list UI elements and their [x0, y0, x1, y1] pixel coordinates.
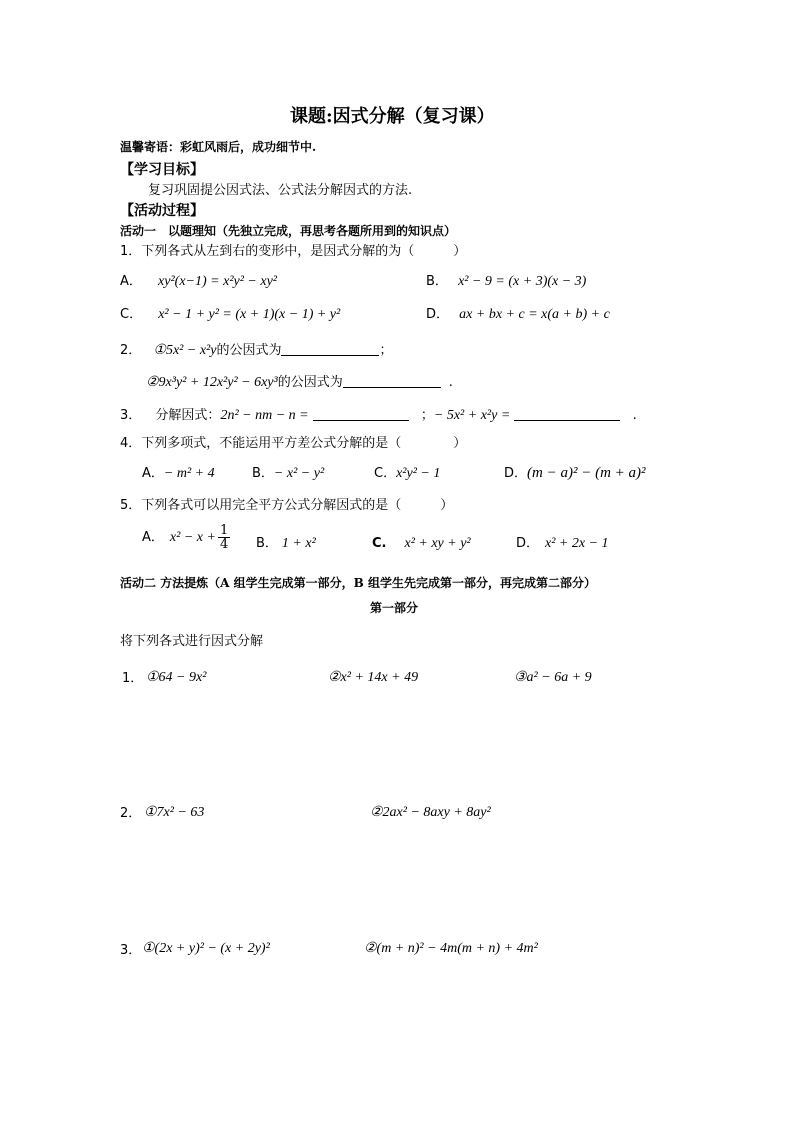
q5-option-a-expr: x² − x +: [169, 530, 216, 545]
q2-expr2: ②9x³y² + 12x²y² − 6xy³: [146, 375, 278, 390]
motto-text: 温馨寄语：彩虹风雨后，成功细节中.: [120, 140, 317, 154]
ex1-expr-1: ①64 − 9x²: [146, 670, 207, 685]
q4-option-d-label: D．: [504, 466, 528, 481]
ex3-number: 3．: [120, 943, 142, 958]
q4-option-a: [142, 466, 215, 483]
ex2-expr-2: ②2ax² − 8axy + 8ay²: [370, 805, 491, 820]
q1-option-b: [426, 274, 586, 291]
instruction-text: 将下列各式进行因式分解: [120, 634, 264, 649]
q5-option-c: [372, 536, 471, 553]
q1-option-b-expr: x² − 9 = (x + 3)(x − 3): [458, 274, 587, 289]
q5-option-d-expr: x² + 2x − 1: [545, 536, 609, 551]
q3-end: .: [632, 408, 637, 423]
q2-label2: 的公因式为: [277, 375, 343, 390]
ex2-number: 2．: [120, 806, 142, 821]
q3-separator: ；: [420, 408, 434, 423]
q3-label: 分解因式：: [155, 408, 221, 423]
q1-option-a-expr: xy²(x−1) = x²y² − xy²: [158, 274, 277, 289]
q5-option-c-expr: x² + xy + y²: [404, 536, 471, 551]
fraction-denominator: 4: [219, 537, 229, 552]
q1-option-b-label: B．: [426, 274, 448, 289]
q4-stem: 4．下列多项式，不能运用平方差公式分解的是（ ）: [120, 436, 467, 451]
q2-label1: 的公因式为: [216, 343, 282, 358]
q4-option-b-label: B．: [252, 466, 274, 481]
q5-option-b-expr: 1 + x²: [281, 536, 316, 551]
q5-option-b: [256, 536, 316, 553]
q4-option-c-expr: x²y² − 1: [396, 466, 441, 481]
q4-option-b-expr: − x² − y²: [273, 466, 325, 481]
q1-option-a: [120, 274, 277, 291]
q5-option-d: [516, 536, 609, 553]
q1-stem: 1．下列各式从左到右的变形中，是因式分解的为（ ）: [120, 244, 467, 259]
q2-end2: .: [448, 375, 453, 390]
q3-answer-blank-1[interactable]: [313, 406, 409, 421]
q1-option-a-label: A．: [120, 274, 142, 289]
q1-option-d: [426, 307, 610, 324]
q4-option-c: [374, 466, 440, 483]
activity1-header: 活动一 以题理知（先独立完成，再思考各题所用到的知识点）: [120, 224, 457, 238]
q3-expr2: − 5x² + x²y =: [433, 408, 511, 423]
q5-option-a: [142, 524, 232, 551]
q3-number: 3．: [120, 408, 142, 423]
q3-line: [120, 406, 637, 425]
q5-option-b-label: B．: [256, 536, 278, 551]
ex1-number: 1．: [122, 671, 144, 686]
q3-answer-blank-2[interactable]: [514, 406, 620, 421]
q3-expr1: 2n² − nm − n =: [220, 408, 309, 423]
ex3-expr-2: ②(m + n)² − 4m(m + n) + 4m²: [364, 941, 538, 956]
q2-number: 2．: [120, 343, 142, 358]
ex1-expr-3: ③a² − 6a + 9: [514, 670, 592, 685]
q2-answer-blank-2[interactable]: [343, 373, 441, 388]
q1-option-d-label: D．: [426, 307, 450, 322]
ex1-expr-2: ②x² + 14x + 49: [328, 670, 419, 685]
q4-option-d: [504, 464, 646, 482]
q2-line2: [146, 373, 453, 392]
fraction-numerator: 1: [219, 523, 229, 538]
q4-option-d-expr: (m − a)² − (m + a)²: [527, 465, 646, 481]
q2-end1: ；: [379, 343, 393, 358]
q5-option-a-fraction: [218, 524, 230, 551]
q4-option-c-label: C．: [374, 466, 397, 481]
process-header: 【活动过程】: [120, 203, 204, 219]
q4-option-b: [252, 466, 324, 483]
q1-option-c-expr: x² − 1 + y² = (x + 1)(x − 1) + y²: [158, 307, 341, 322]
ex3-expr-1: ①(2x + y)² − (x + 2y)²: [142, 941, 270, 956]
q4-option-a-expr: − m² + 4: [163, 466, 215, 481]
q5-option-d-label: D．: [516, 536, 540, 551]
q1-option-d-expr: ax + bx + c = x(a + b) + c: [459, 307, 610, 322]
goals-header: 【学习目标】: [120, 162, 204, 178]
q4-option-a-label: A．: [142, 466, 164, 481]
part1-header: 第一部分: [370, 601, 419, 615]
q2-line1: [120, 341, 393, 360]
q5-option-c-label: C.: [372, 536, 387, 551]
ex2-expr-1: ①7x² − 63: [144, 805, 205, 820]
q1-option-c: [120, 307, 340, 324]
q5-option-a-label: A．: [142, 530, 164, 545]
q5-stem: 5．下列各式可以用完全平方公式分解因式的是（ ）: [120, 498, 454, 513]
goals-text: 复习巩固提公因式法、公式法分解因式的方法.: [148, 183, 413, 198]
page-title: 课题:因式分解（复习课）: [290, 106, 495, 127]
q1-option-c-label: C．: [120, 307, 143, 322]
q2-answer-blank-1[interactable]: [281, 341, 379, 356]
q2-expr1: ①5x² − x²y: [153, 343, 217, 358]
activity2-header: 活动二 方法提炼（A 组学生完成第一部分，B 组学生先完成第一部分，再完成第二部分）: [120, 576, 596, 590]
